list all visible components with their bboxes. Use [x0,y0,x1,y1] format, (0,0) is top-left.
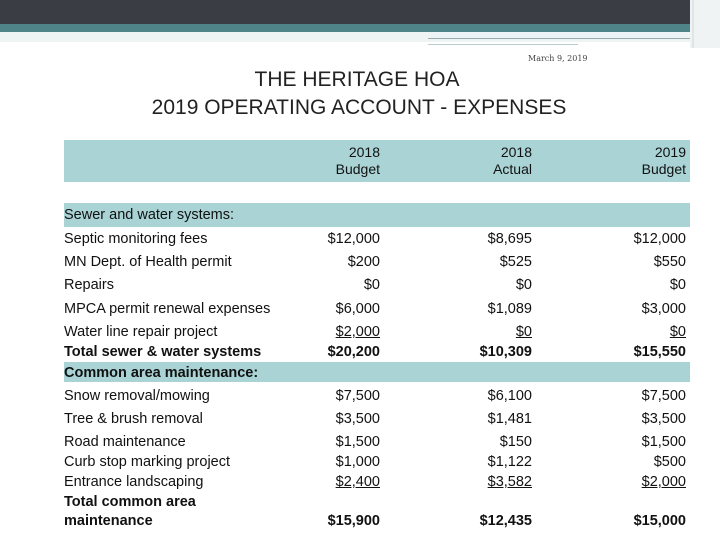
row-value: $0 [515,324,532,340]
row-label: Water line repair project [64,324,218,340]
total-value: $12,435 [479,513,532,529]
row-value: $12,000 [327,231,380,247]
row-value: $550 [653,254,686,270]
page-subtitle: 2019 OPERATING ACCOUNT - EXPENSES [151,96,567,119]
row-value: $3,500 [641,411,686,427]
total-value: $20,200 [327,344,380,360]
row-label: Curb stop marking project [64,454,231,470]
column-header-2019-budget: 2019 Budget [641,144,686,177]
corner-decoration [690,0,720,48]
total-value: $10,309 [479,344,532,360]
slide-date: March 9, 2019 [528,54,588,63]
row-label: Snow removal/mowing [64,388,210,404]
total-label: Total sewer & water systems [64,344,262,360]
row-value: $0 [363,277,380,293]
row-value: $2,000 [641,474,686,490]
row-value: $6,000 [335,301,380,317]
row-value: $7,500 [335,388,380,404]
row-label: Road maintenance [64,434,186,450]
row-label: Septic monitoring fees [64,231,208,247]
row-value: $0 [669,277,686,293]
row-value: $1,500 [335,434,380,450]
total-label: maintenance [64,513,153,529]
row-value: $1,122 [487,454,532,470]
row-value: $12,000 [633,231,686,247]
row-value: $1,500 [641,434,686,450]
row-label: MPCA permit renewal expenses [64,301,271,317]
total-value: $15,900 [327,513,380,529]
row-value: $1,481 [487,411,532,427]
total-value: $15,550 [633,344,686,360]
row-value: $6,100 [487,388,532,404]
row-value: $525 [499,254,532,270]
row-label: Repairs [64,277,114,293]
row-value: $1,089 [487,301,532,317]
page-title: THE HERITAGE HOA [254,68,460,91]
top-banner-teal [0,24,720,32]
column-header-2018-actual: 2018 Actual [493,144,532,177]
corner-decoration-line [692,0,694,48]
top-banner-light [0,32,720,42]
decorative-rule [428,44,578,45]
row-value: $2,000 [335,324,380,340]
row-label: Entrance landscaping [64,474,204,490]
row-value: $8,695 [487,231,532,247]
total-value: $15,000 [633,513,686,529]
column-header-2018-budget: 2018 Budget [335,144,380,177]
row-value: $0 [515,277,532,293]
section-heading: Common area maintenance: [64,365,259,381]
decorative-rule [428,38,690,39]
total-label: Total common area [64,494,196,510]
row-value: $150 [499,434,532,450]
row-value: $2,400 [335,474,380,490]
top-banner-dark [0,0,720,24]
row-value: $3,582 [487,474,532,490]
row-value: $500 [653,454,686,470]
section-heading: Sewer and water systems: [64,207,235,223]
row-label: MN Dept. of Health permit [64,254,232,270]
row-value: $200 [347,254,380,270]
row-label: Tree & brush removal [64,411,203,427]
row-value: $3,500 [335,411,380,427]
row-value: $0 [669,324,686,340]
row-value: $1,000 [335,454,380,470]
row-value: $7,500 [641,388,686,404]
row-value: $3,000 [641,301,686,317]
